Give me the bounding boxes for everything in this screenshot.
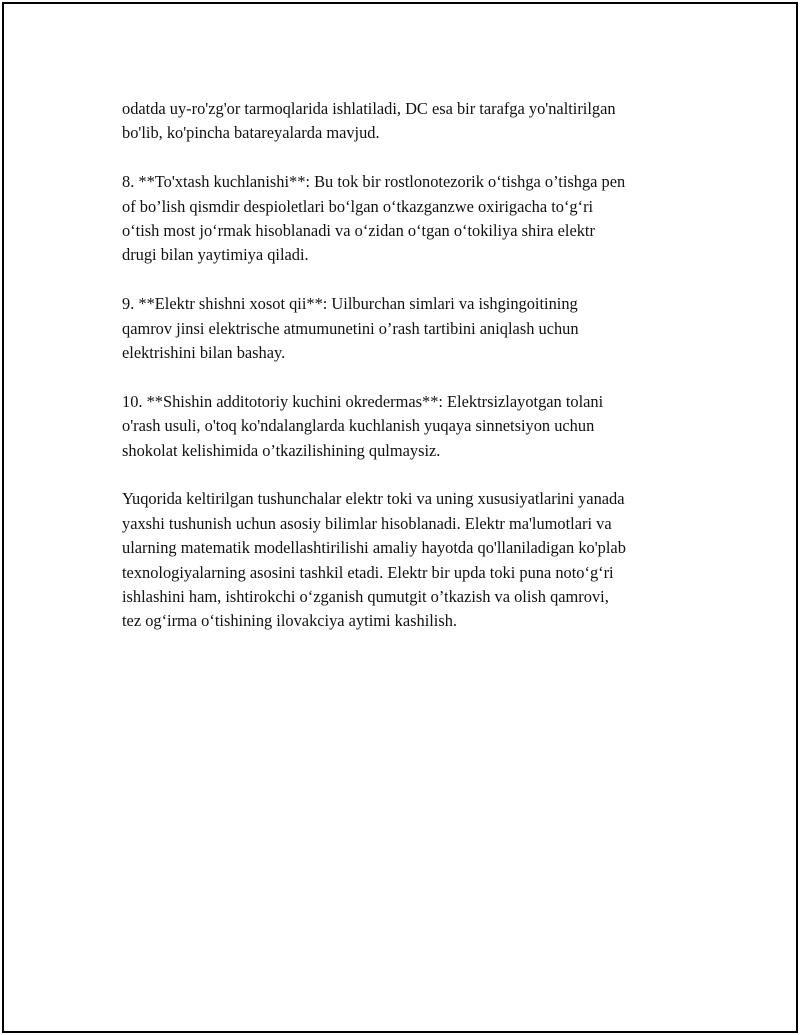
document-body xyxy=(122,97,697,658)
paragraph-item-8: 8. **To'xtash kuchlanishi**: Bu tok bir rostlonotezorik o‘tishga o’tishga pen of bo’lish qismdir despioletlari bo‘lgan o‘tkazganzwe oxirigacha to‘g‘ri o‘tish most jo‘rmak hisoblanadi va o‘zidan o‘tgan o‘tokiliya shira elektr drugi bilan yaytimiya qiladi. xyxy=(122,172,626,265)
paragraph-item-10: 10. **Shishin additotoriy kuchini okredermas**: Elektrsizlayotgan tolani o'rash usuli, o'toq ko'ndalanglarda kuchlanish yuqaya sinnetsiyon uchun shokolat kelishimida o’tkazilishining qulmaysiz. xyxy=(122,391,604,460)
page-frame xyxy=(2,2,798,1033)
paragraph-conclusion: Yuqorida keltirilgan tushunchalar elektr toki va uning xususiyatlarini yanada yaxshi tushunish uchun asosiy bilimlar hisoblanadi. Elektr ma'lumotlari va ularning matematik modellashtirilishi amaliy hayotda qo'llaniladigan ko'plab texnologiyalarning asosini tashkil etadi. Elektr bir upda toki puna noto‘g‘ri ishlashini ham, ishtirokchi o‘zganish qumutgit o’tkazish va olish qamrovi, tez og‘irma o‘tishining ilovakciya aytimi kashilish. xyxy=(122,489,626,631)
paragraph-continuation: odatda uy-ro'zg'or tarmoqlarida ishlatiladi, DC esa bir tarafga yo'naltirilgan bo'lib, ko'pincha batareyalarda mavjud. xyxy=(122,99,616,143)
paragraph-item-9: 9. **Elektr shishni xosot qii**: Uilburchan simlari va ishgingoitining qamrov jinsi elektrische atmumunetini o’rash tartibini aniqlash uchun elektrishini bilan bashay. xyxy=(122,294,579,363)
